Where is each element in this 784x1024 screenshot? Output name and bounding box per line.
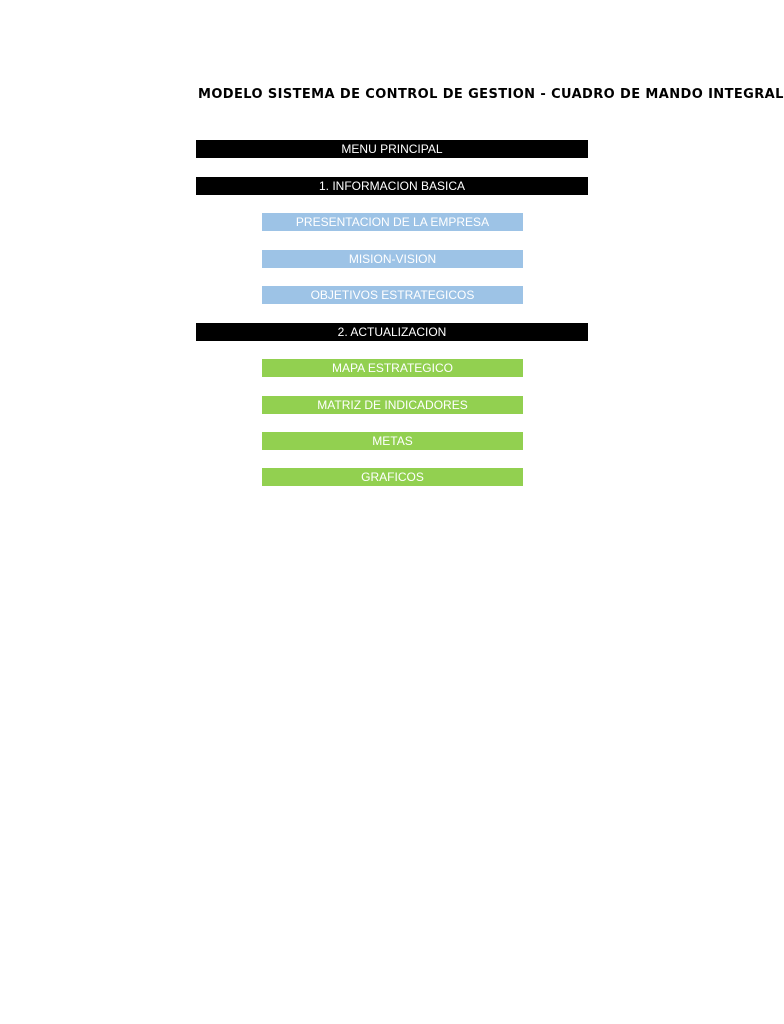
menu-principal-header: MENU PRINCIPAL [196, 140, 588, 158]
metas-button[interactable]: METAS [262, 432, 523, 450]
matriz-indicadores-button[interactable]: MATRIZ DE INDICADORES [262, 396, 523, 414]
section-actualizacion[interactable]: 2. ACTUALIZACION [196, 323, 588, 341]
section-informacion-basica[interactable]: 1. INFORMACION BASICA [196, 177, 588, 195]
presentacion-empresa-button[interactable]: PRESENTACION DE LA EMPRESA [262, 213, 523, 231]
mision-vision-button[interactable]: MISION-VISION [262, 250, 523, 268]
graficos-button[interactable]: GRAFICOS [262, 468, 523, 486]
mapa-estrategico-button[interactable]: MAPA ESTRATEGICO [262, 359, 523, 377]
page-title: MODELO SISTEMA DE CONTROL DE GESTION - CUADRO DE MANDO INTEGRAL [198, 87, 784, 102]
objetivos-estrategicos-button[interactable]: OBJETIVOS ESTRATEGICOS [262, 286, 523, 304]
page-title-container [198, 86, 784, 106]
